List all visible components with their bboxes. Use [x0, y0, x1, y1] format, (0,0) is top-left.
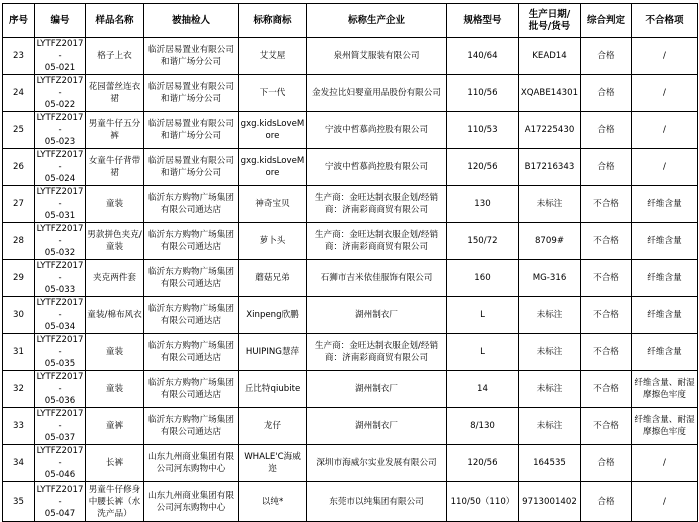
cell-manufacturer: 金发拉比妇婴童用品股份有限公司: [307, 75, 447, 112]
cell-code-line1: LYTFZ2017-: [36, 409, 84, 431]
cell-verdict: 不合格: [581, 334, 632, 371]
cell-spec: 110/53: [447, 112, 519, 149]
cell-code-line2: 05-032: [44, 248, 76, 258]
cell-batch: 8709#: [519, 223, 581, 260]
cell-spec: 110/56: [447, 75, 519, 112]
cell-code: [35, 75, 86, 112]
cell-code: [35, 445, 86, 482]
header-batch-line2: 批号/货号: [528, 20, 571, 32]
cell-fail-items: 纤维含量: [632, 334, 698, 371]
cell-brand: 龙仔: [239, 408, 307, 445]
header-inspected-party: 被抽检人: [144, 4, 239, 38]
cell-brand: gxg.kidsLoveMore: [239, 112, 307, 149]
cell-manufacturer: 深圳市海威尔实业发展有限公司: [307, 445, 447, 482]
cell-sample-name: 童装: [86, 334, 144, 371]
cell-serial: 24: [3, 75, 35, 112]
cell-spec: L: [447, 334, 519, 371]
cell-brand: 丘比特qiubite: [239, 371, 307, 408]
header-brand: 标称商标: [239, 4, 307, 38]
cell-code-line1: LYTFZ2017-: [36, 150, 84, 172]
cell-code-line2: 05-024: [44, 174, 76, 184]
cell-code-line2: 05-037: [44, 433, 76, 443]
header-code: 编号: [35, 4, 86, 38]
cell-code: [35, 482, 86, 522]
cell-verdict: 不合格: [581, 371, 632, 408]
cell-code-line1: LYTFZ2017-: [36, 335, 84, 357]
cell-sample-name: 男款拼色夹克/童装: [86, 223, 144, 260]
cell-code-line2: 05-023: [44, 137, 76, 147]
cell-verdict: 不合格: [581, 297, 632, 334]
cell-fail-items: /: [632, 112, 698, 149]
cell-batch: MG-316: [519, 260, 581, 297]
cell-code-line1: LYTFZ2017-: [36, 298, 84, 320]
cell-serial: 26: [3, 149, 35, 186]
cell-batch: KEAD14: [519, 38, 581, 75]
cell-sample-name: 格子上衣: [86, 38, 144, 75]
table-row: [3, 75, 698, 112]
cell-batch: B17216343: [519, 149, 581, 186]
cell-serial: 32: [3, 371, 35, 408]
cell-verdict: 合格: [581, 38, 632, 75]
cell-batch: A17225430: [519, 112, 581, 149]
cell-manufacturer: 生产商：金旺达制衣服企划/经销商：济南彩商商贸有限公司: [307, 186, 447, 223]
cell-inspected-party: 临沂居易置业有限公司和谐广场分公司: [144, 38, 239, 75]
table-row: [3, 334, 698, 371]
cell-fail-items: 纤维含量、耐湿摩擦色牢度: [632, 371, 698, 408]
cell-brand: 下一代: [239, 75, 307, 112]
table-row: [3, 297, 698, 334]
cell-code: [35, 260, 86, 297]
cell-fail-items: /: [632, 149, 698, 186]
cell-code: [35, 149, 86, 186]
cell-code-line1: LYTFZ2017-: [36, 372, 84, 394]
cell-code-line1: LYTFZ2017-: [36, 484, 84, 507]
cell-verdict: 合格: [581, 482, 632, 522]
cell-batch: 未标注: [519, 371, 581, 408]
cell-spec: 140/64: [447, 38, 519, 75]
cell-batch: 未标注: [519, 297, 581, 334]
cell-code: [35, 371, 86, 408]
cell-spec: 120/56: [447, 445, 519, 482]
header-fail-items: 不合格项: [632, 4, 698, 38]
table-row: [3, 260, 698, 297]
cell-manufacturer: 湖州制衣厂: [307, 371, 447, 408]
table-row: [3, 445, 698, 482]
cell-verdict: 合格: [581, 445, 632, 482]
cell-inspected-party: 临沂东方购物广场集团有限公司通达店: [144, 260, 239, 297]
cell-brand: 神奇宝贝: [239, 186, 307, 223]
cell-serial: 23: [3, 38, 35, 75]
cell-serial: 31: [3, 334, 35, 371]
cell-fail-items: /: [632, 38, 698, 75]
cell-fail-items: 纤维含量: [632, 297, 698, 334]
inspection-results-table: [2, 3, 698, 522]
cell-spec: 8/130: [447, 408, 519, 445]
cell-manufacturer: 生产商：金旺达制衣服企划/经销商：济南彩商商贸有限公司: [307, 334, 447, 371]
cell-verdict: 合格: [581, 75, 632, 112]
cell-code: [35, 297, 86, 334]
cell-manufacturer: 湖州制衣厂: [307, 297, 447, 334]
cell-sample-name: 女童牛仔背带裙: [86, 149, 144, 186]
cell-inspected-party: 临沂东方购物广场集团有限公司通达店: [144, 371, 239, 408]
cell-code: [35, 334, 86, 371]
cell-code-line1: LYTFZ2017-: [36, 261, 84, 283]
cell-verdict: 不合格: [581, 186, 632, 223]
cell-code: [35, 408, 86, 445]
cell-sample-name: 男童牛仔五分裤: [86, 112, 144, 149]
table-row: [3, 371, 698, 408]
table-row: [3, 223, 698, 260]
cell-code-line2: 05-046: [44, 470, 76, 480]
cell-inspected-party: 临沂居易置业有限公司和谐广场分公司: [144, 149, 239, 186]
cell-inspected-party: 临沂居易置业有限公司和谐广场分公司: [144, 75, 239, 112]
cell-code-line1: LYTFZ2017-: [36, 76, 84, 98]
cell-code-line2: 05-033: [44, 285, 76, 295]
cell-fail-items: /: [632, 482, 698, 522]
cell-manufacturer: 石狮市吉米依佳服饰有限公司: [307, 260, 447, 297]
cell-sample-name: 童装: [86, 186, 144, 223]
cell-fail-items: 纤维含量: [632, 186, 698, 223]
cell-code: [35, 186, 86, 223]
cell-code-line2: 05-021: [44, 63, 76, 73]
header-batch-line1: 生产日期/: [528, 8, 571, 20]
cell-code-line1: LYTFZ2017-: [36, 113, 84, 135]
cell-batch: 未标注: [519, 334, 581, 371]
cell-manufacturer: 生产商：金旺达制衣服企划/经销商：济南彩商商贸有限公司: [307, 223, 447, 260]
cell-brand: 艾艾屋: [239, 38, 307, 75]
cell-code-line2: 05-031: [44, 211, 76, 221]
cell-code-line2: 05-035: [44, 359, 76, 369]
cell-serial: 28: [3, 223, 35, 260]
cell-verdict: 不合格: [581, 223, 632, 260]
header-sample-name: 样品名称: [86, 4, 144, 38]
cell-manufacturer: 泉州简艾服装有限公司: [307, 38, 447, 75]
cell-inspected-party: 临沂东方购物广场集团有限公司通达店: [144, 334, 239, 371]
cell-sample-name: 夹克两件套: [86, 260, 144, 297]
cell-manufacturer: 东莞市以纯集团有限公司: [307, 482, 447, 522]
cell-serial: 25: [3, 112, 35, 149]
cell-code: [35, 223, 86, 260]
cell-inspected-party: 山东九州商业集团有限公司河东购物中心: [144, 482, 239, 522]
cell-brand: Xinpeng欣鹏: [239, 297, 307, 334]
cell-code-line1: LYTFZ2017-: [36, 224, 84, 246]
cell-serial: 30: [3, 297, 35, 334]
cell-fail-items: 纤维含量: [632, 223, 698, 260]
cell-code-line1: LYTFZ2017-: [36, 446, 84, 468]
cell-code-line2: 05-022: [44, 100, 76, 110]
cell-code-line2: 05-034: [44, 322, 76, 332]
table-row: [3, 482, 698, 522]
cell-serial: 27: [3, 186, 35, 223]
cell-fail-items: 纤维含量: [632, 260, 698, 297]
cell-brand: 以纯*: [239, 482, 307, 522]
cell-inspected-party: 临沂东方购物广场集团有限公司通达店: [144, 186, 239, 223]
cell-inspected-party: 临沂东方购物广场集团有限公司通达店: [144, 223, 239, 260]
cell-manufacturer: 宁波中哲慕尚控股有限公司: [307, 149, 447, 186]
cell-verdict: 不合格: [581, 260, 632, 297]
table-row: [3, 186, 698, 223]
table-row: [3, 408, 698, 445]
table-row: [3, 112, 698, 149]
cell-sample-name: 花园蕾丝连衣裙: [86, 75, 144, 112]
cell-manufacturer: 湖州制衣厂: [307, 408, 447, 445]
cell-inspected-party: 临沂东方购物广场集团有限公司通达店: [144, 297, 239, 334]
cell-serial: 35: [3, 482, 35, 522]
cell-brand: gxg.kidsLoveMore: [239, 149, 307, 186]
cell-brand: HUIPING慧萍: [239, 334, 307, 371]
cell-sample-name: 童裤: [86, 408, 144, 445]
cell-spec: 14: [447, 371, 519, 408]
cell-serial: 34: [3, 445, 35, 482]
cell-code-line2: 05-047: [44, 508, 76, 519]
table-row: [3, 149, 698, 186]
cell-batch: 164535: [519, 445, 581, 482]
cell-fail-items: /: [632, 75, 698, 112]
cell-code: [35, 112, 86, 149]
cell-batch: XQABE14301: [519, 75, 581, 112]
cell-code: [35, 38, 86, 75]
cell-brand: 蘑菇兄弟: [239, 260, 307, 297]
cell-sample-name: 童装: [86, 371, 144, 408]
cell-code-line1: LYTFZ2017-: [36, 187, 84, 209]
header-batch: [519, 4, 581, 38]
cell-serial: 33: [3, 408, 35, 445]
cell-code-line2: 05-036: [44, 396, 76, 406]
cell-fail-items: 纤维含量、耐湿摩擦色牢度: [632, 408, 698, 445]
cell-sample-name: 童装/棉布风衣: [86, 297, 144, 334]
cell-batch: 未标注: [519, 186, 581, 223]
cell-spec: L: [447, 297, 519, 334]
cell-verdict: 不合格: [581, 408, 632, 445]
header-spec: 规格型号: [447, 4, 519, 38]
cell-inspected-party: 临沂东方购物广场集团有限公司通达店: [144, 408, 239, 445]
cell-serial: 29: [3, 260, 35, 297]
cell-verdict: 合格: [581, 112, 632, 149]
cell-verdict: 合格: [581, 149, 632, 186]
cell-spec: 110/50（110）: [447, 482, 519, 522]
cell-batch: 未标注: [519, 408, 581, 445]
cell-spec: 120/56: [447, 149, 519, 186]
cell-brand: WHALE'C海威迩: [239, 445, 307, 482]
cell-code-line1: LYTFZ2017-: [36, 39, 84, 61]
cell-spec: 130: [447, 186, 519, 223]
cell-spec: 160: [447, 260, 519, 297]
cell-batch: 9713001402: [519, 482, 581, 522]
cell-spec: 150/72: [447, 223, 519, 260]
header-verdict: 综合判定: [581, 4, 632, 38]
header-row: [3, 4, 698, 38]
table-row: [3, 38, 698, 75]
cell-inspected-party: 山东九州商业集团有限公司河东购物中心: [144, 445, 239, 482]
cell-manufacturer: 宁波中哲慕尚控股有限公司: [307, 112, 447, 149]
cell-brand: 萝卜头: [239, 223, 307, 260]
cell-inspected-party: 临沂居易置业有限公司和谐广场分公司: [144, 112, 239, 149]
header-serial: 序号: [3, 4, 35, 38]
header-manufacturer: 标称生产企业: [307, 4, 447, 38]
cell-sample-name: 长裤: [86, 445, 144, 482]
cell-sample-name: 男童牛仔修身中腰长裤（水洗产品）: [86, 482, 144, 522]
cell-fail-items: /: [632, 445, 698, 482]
